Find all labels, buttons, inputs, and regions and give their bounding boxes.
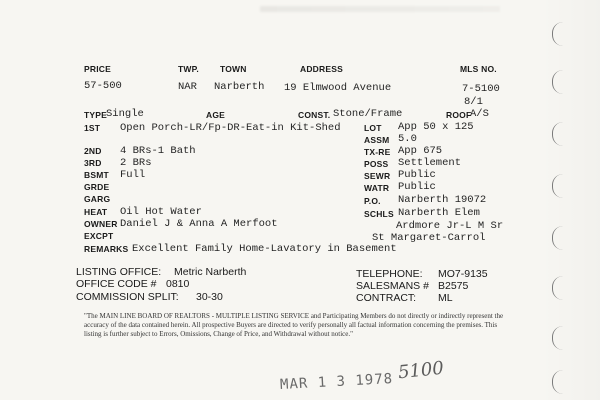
type-value: Single	[106, 108, 144, 120]
field-value-tx-re: App 675	[398, 145, 443, 157]
const-label: CONST.	[298, 110, 331, 120]
field-label-garg: GARG	[84, 194, 111, 204]
commission-value: 30-30	[196, 291, 223, 303]
price-header: PRICE	[84, 64, 111, 74]
field-value-1st: Open Porch-LR/Fp-DR-Eat-in Kit-Shed	[120, 122, 341, 134]
field-value-assm: 5.0	[398, 133, 417, 145]
address-value: 19 Elmwood Avenue	[284, 82, 392, 94]
field-value-poss: Settlement	[398, 157, 462, 169]
field-label-poss: POSS	[364, 159, 389, 169]
listing-office-value: Metric Narberth	[174, 266, 247, 278]
field-label-heat: HEAT	[84, 207, 108, 217]
field-value-schls: Narberth Elem	[398, 207, 480, 219]
field-label-assm: ASSM	[364, 135, 390, 145]
field-value-watr: Public	[398, 181, 436, 193]
field-value-lot: App 50 x 125	[398, 121, 474, 133]
field-label-sewr: SEWR	[364, 171, 391, 181]
roof-label: ROOF	[446, 110, 472, 120]
field-label-owner: OWNER	[84, 219, 118, 229]
field-label-3rd: 3RD	[84, 158, 102, 168]
field-label-lot: LOT	[364, 123, 382, 133]
age-label: AGE	[206, 110, 226, 120]
contract-value: ML	[438, 292, 453, 304]
field-label-schls: SCHLS	[364, 209, 394, 219]
salesman-label: SALESMANS #	[356, 280, 429, 292]
field-value-2nd: 4 BRs-1 Bath	[120, 145, 196, 157]
disclaimer-text: "The MAIN LINE BOARD OF REALTORS - MULTIPLE LISTING SERVICE and Participating Members do not directly or indirectly represent the accuracy of the data contained herein. All prospective Buyers are directed to verify personally all factual information concerning the premises. This listing is further subject to Errors, Omissions, Change of Price, and Withdrawal without notice."	[84, 312, 504, 338]
field-label-po: P.O.	[364, 196, 381, 206]
telephone-label: TELEPHONE:	[356, 268, 423, 280]
field-label-2nd: 2ND	[84, 146, 102, 156]
bleed-through-mark	[260, 6, 500, 12]
twp-header: TWP.	[178, 64, 199, 74]
school-extra-1: Ardmore Jr-L M Sr	[396, 220, 504, 232]
field-value-heat: Oil Hot Water	[120, 206, 202, 218]
price-value: 57-500	[84, 80, 122, 92]
mls-date-value: 8/1	[464, 96, 483, 108]
const-value: Stone/Frame	[333, 108, 403, 120]
field-value-sewr: Public	[398, 169, 436, 181]
town-value: Narberth	[214, 81, 265, 93]
office-code-value: 0810	[166, 278, 190, 290]
mls-no-header: MLS NO.	[460, 64, 497, 74]
town-header: TOWN	[220, 64, 247, 74]
field-value-bsmt: Full	[120, 169, 146, 181]
field-value-owner: Daniel J & Anna A Merfoot	[120, 218, 278, 230]
field-label-1st: 1ST	[84, 123, 101, 133]
address-header: ADDRESS	[300, 64, 343, 74]
field-label-excpt: EXCPT	[84, 231, 114, 241]
roof-value: A/S	[470, 108, 489, 120]
card-edge-shadow	[540, 0, 600, 400]
date-stamp: MAR 1 3 1978	[279, 371, 394, 393]
mls-no-value: 7-5100	[462, 83, 500, 95]
office-code-label: OFFICE CODE #	[76, 278, 157, 290]
field-value-remarks: Excellent Family Home-Lavatory in Basement	[132, 243, 397, 255]
field-value-3rd: 2 BRs	[120, 157, 152, 169]
field-label-tx-re: TX-RE	[364, 147, 391, 157]
commission-label: COMMISSION SPLIT:	[76, 291, 179, 303]
field-label-grde: GRDE	[84, 182, 110, 192]
twp-value: NAR	[178, 81, 197, 93]
field-label-watr: WATR	[364, 183, 390, 193]
contract-label: CONTRACT:	[356, 292, 417, 304]
type-label: TYPE	[84, 110, 108, 120]
salesman-value: B2575	[438, 280, 469, 292]
handwritten-note: 5100	[397, 357, 445, 384]
field-label-bsmt: BSMT	[84, 170, 109, 180]
school-extra-2: St Margaret-Carrol	[372, 232, 486, 244]
field-label-remarks: REMARKS	[84, 244, 129, 254]
telephone-value: MO7-9135	[438, 268, 488, 280]
field-value-po: Narberth 19072	[398, 194, 487, 206]
listing-office-label: LISTING OFFICE:	[76, 266, 162, 278]
